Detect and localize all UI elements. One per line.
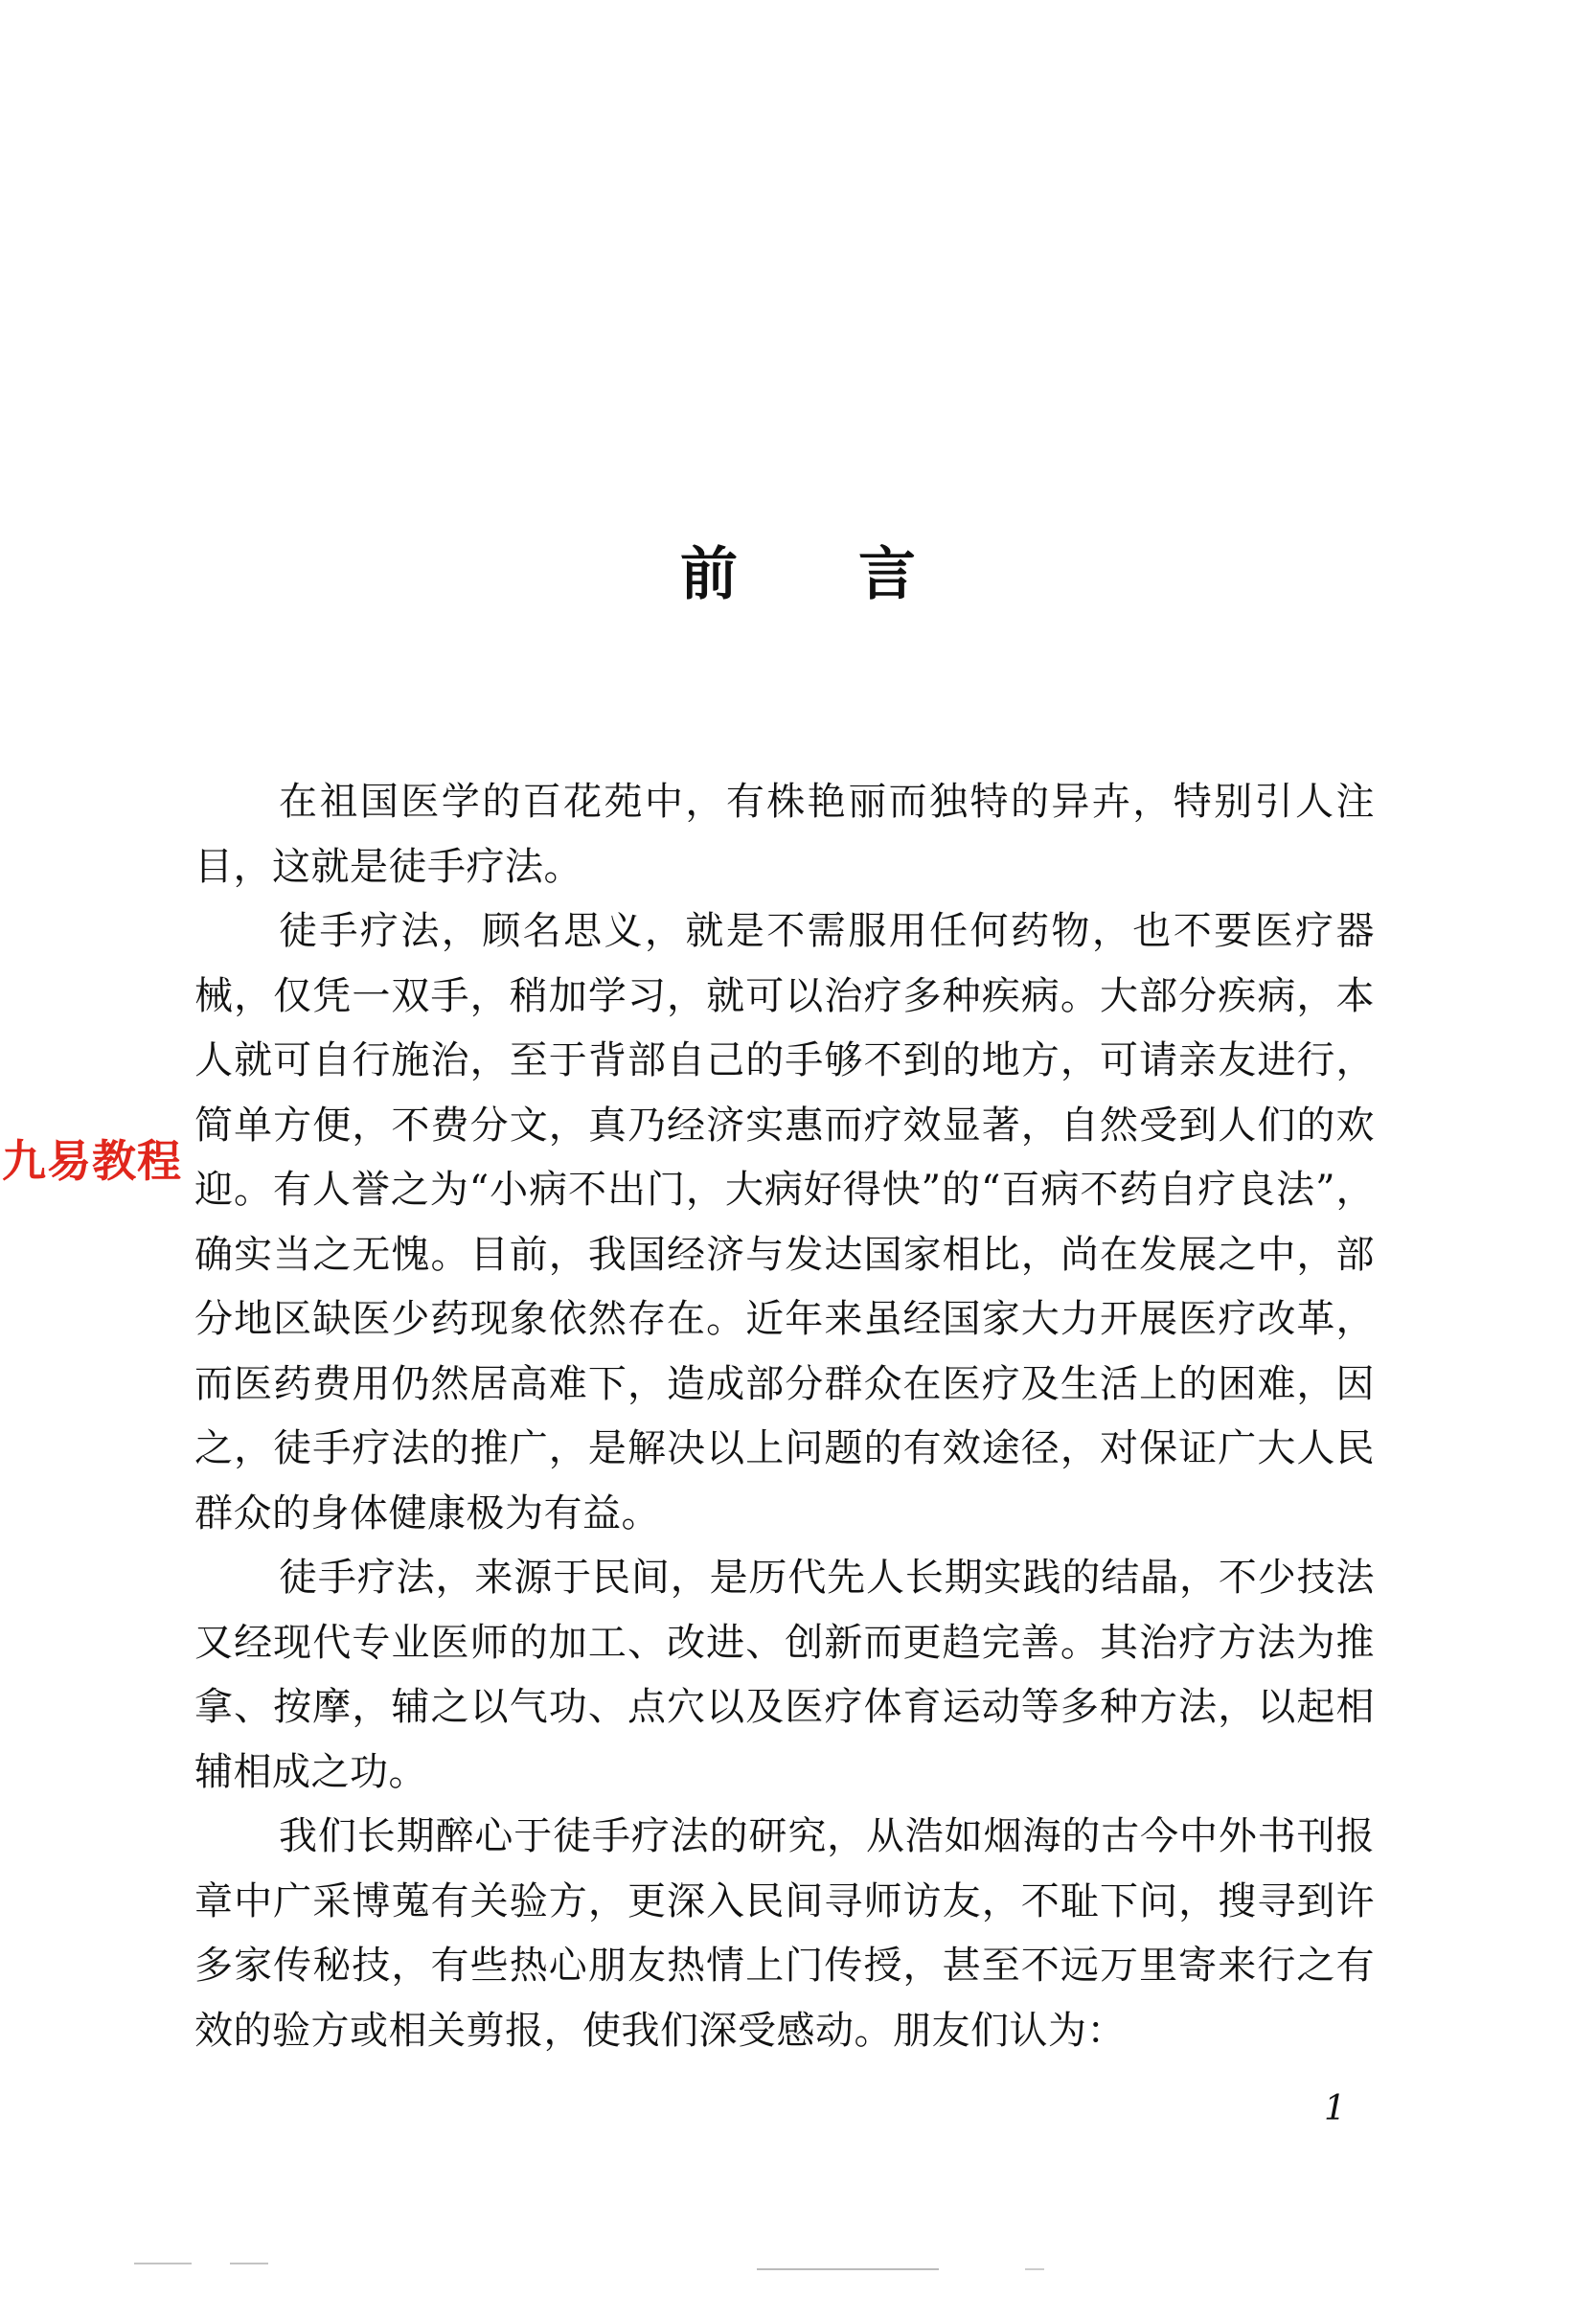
- title-char-2: 言: [858, 541, 916, 608]
- page-number: 1: [1324, 2089, 1346, 2128]
- title-char-1: 前: [680, 541, 738, 608]
- body-text: [194, 770, 1375, 2063]
- scan-artifact: [1025, 2268, 1044, 2270]
- watermark: 九易教程: [2, 1135, 182, 1187]
- paragraph: 我们长期醉心于徒手疗法的研究，从浩如烟海的古今中外书刊报章中广采博蒐有关验方，更深入民间寻师访友，不耻下问，搜寻到许多家传秘技，有些热心朋友热情上门传授，甚至不远万里寄来行之有效的验方或相关剪报，使我们深受感动。朋友们认为：: [194, 1814, 1375, 2053]
- scan-artifact: [230, 2263, 268, 2264]
- scan-artifact: [757, 2268, 939, 2270]
- paragraph: 在祖国医学的百花苑中，有株艳丽而独特的异卉，特别引人注目，这就是徒手疗法。: [194, 780, 1375, 889]
- page-title: [0, 536, 1596, 613]
- paragraph: 徒手疗法，顾名思义，就是不需服用任何药物，也不要医疗器械，仅凭一双手，稍加学习，就可以治疗多种疾病。大部分疾病，本人就可自行施治，至于背部自己的手够不到的地方，可请亲友进行，简单方便，不费分文，真乃经济实惠而疗效显著，自然受到人们的欢迎。有人誉之为“小病不出门，大病好得快”的“百病不药自疗良法”，确实当之无愧。目前，我国经济与发达国家相比，尚在发展之中，部分地区缺医少药现象依然存在。近年来虽经国家大力开展医疗改革，而医药费用仍然居高难下，造成部分群众在医疗及生活上的困难，因之，徒手疗法的推广，是解决以上问题的有效途径，对保证广大人民群众的身体健康极为有益。: [194, 909, 1375, 1536]
- paragraph: 徒手疗法，来源于民间，是历代先人长期实践的结晶，不少技法又经现代专业医师的加工、改进、创新而更趋完善。其治疗方法为推拿、按摩，辅之以气功、点穴以及医疗体育运动等多种方法，以起相辅相成之功。: [194, 1556, 1375, 1794]
- scan-artifact: [134, 2263, 192, 2264]
